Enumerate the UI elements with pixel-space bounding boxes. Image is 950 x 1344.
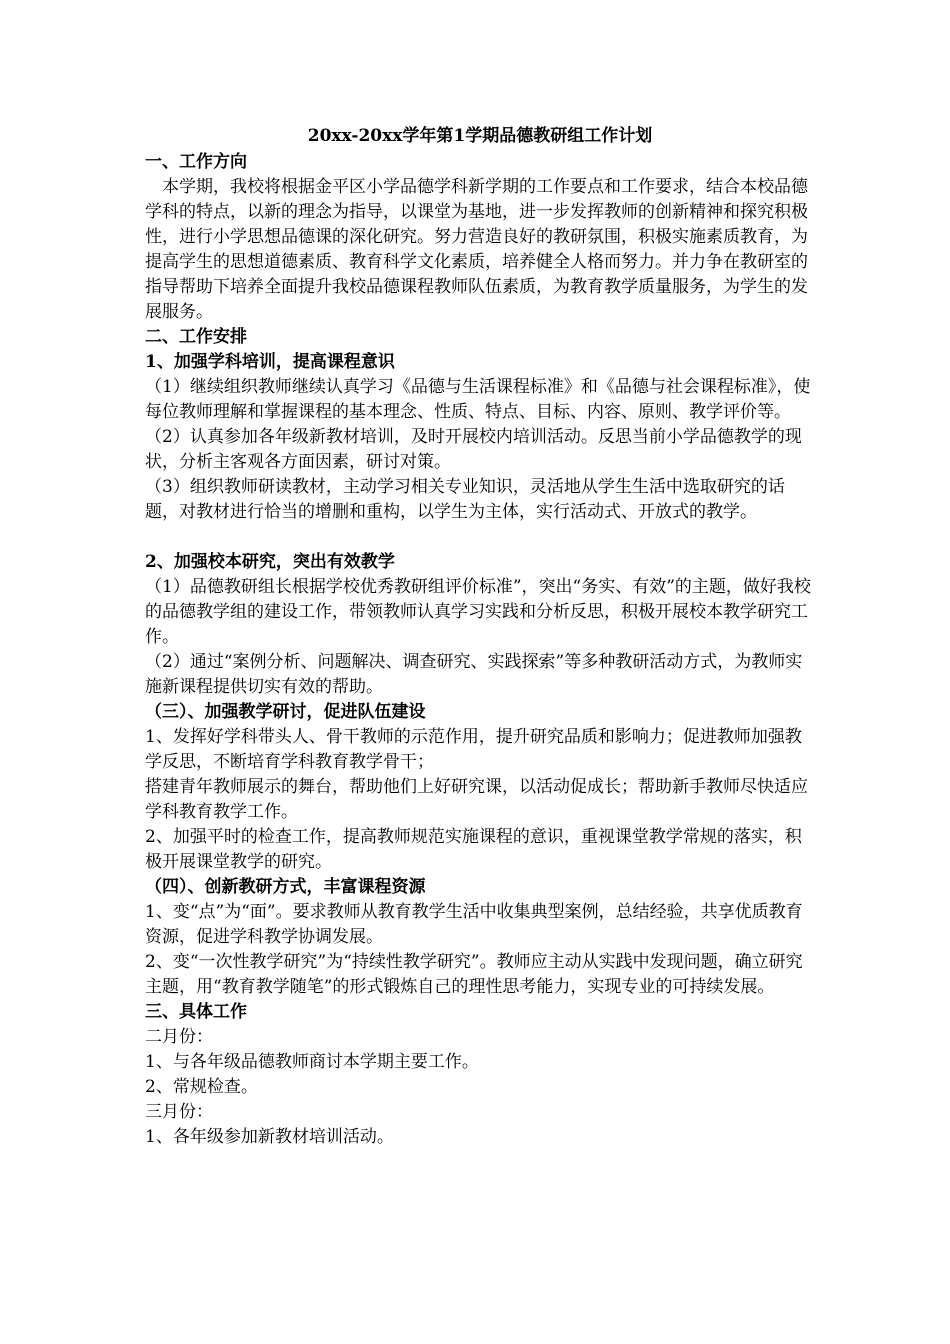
document-body bbox=[145, 122, 815, 1150]
section-heading: （四）、创新教研方式，丰富课程资源 bbox=[145, 877, 426, 897]
body-paragraph: 1、发挥好学科带头人、骨干教师的示范作用，提升研究品质和影响力；促进教师加强教学反思，不断培育学科教育教学骨干； bbox=[145, 727, 802, 772]
body-paragraph: 搭建青年教师展示的舞台，帮助他们上好研究课，以活动促成长；帮助新手教师尽快适应学科教育教学工作。 bbox=[145, 777, 808, 822]
document-blocks bbox=[145, 150, 815, 1150]
body-paragraph: （2）认真参加各年级新教材培训，及时开展校内培训活动。反思当前小学品德教学的现状，分析主客观各方面因素，研讨对策。 bbox=[145, 427, 802, 472]
body-paragraph: （3）组织教师研读教材，主动学习相关专业知识，灵活地从学生生活中选取研究的话题，对教材进行恰当的增删和重构，以学生为主体，实行活动式、开放式的教学。 bbox=[145, 477, 785, 522]
section-heading: 一、工作方向 bbox=[145, 152, 247, 172]
body-paragraph: （2）通过“案例分析、问题解决、调查研究、实践探索”等多种教研活动方式，为教师实施新课程提供切实有效的帮助。 bbox=[145, 652, 803, 697]
section-heading: 三、具体工作 bbox=[145, 1002, 247, 1022]
body-paragraph: 三月份： bbox=[145, 1102, 213, 1122]
section-heading: 1、加强学科培训，提高课程意识 bbox=[145, 352, 395, 372]
section-heading: 二、工作安排 bbox=[145, 327, 247, 347]
section-heading: 2、加强校本研究，突出有效教学 bbox=[145, 552, 395, 572]
section-heading: （三）、加强教学研讨，促进队伍建设 bbox=[145, 702, 426, 722]
document-title: 20xx-20xx学年第1学期品德教研组工作计划 bbox=[307, 126, 653, 146]
body-paragraph: 本学期，我校将根据金平区小学品德学科新学期的工作要点和工作要求，结合本校品德学科的特点，以新的理念为指导，以课堂为基地，进一步发挥教师的创新精神和探究积极性，进行小学思想品德课的深化研究。努力营造良好的教研氛围，积极实施素质教育，为提高学生的思想道德素质、教育科学文化素质，培养健全人格而努力。并力争在教研室的指导帮助下培养全面提升我校品德课程教师队伍素质，为教育教学质量服务，为学生的发展服务。 bbox=[145, 177, 808, 322]
body-paragraph: （1）品德教研组长根据学校优秀教研组评价标准”，突出“务实、有效”的主题，做好我校的品德教学组的建设工作，带领教师认真学习实践和分析反思，积极开展校本教学研究工作。 bbox=[145, 577, 811, 647]
body-paragraph: 2、常规检查。 bbox=[145, 1077, 258, 1097]
body-paragraph: （1）继续组织教师继续认真学习《品德与生活课程标准》和《品德与社会课程标准》，使每位教师理解和掌握课程的基本理念、性质、特点、目标、内容、原则、教学评价等。 bbox=[145, 377, 811, 422]
body-paragraph: 1、与各年级品德教师商讨本学期主要工作。 bbox=[145, 1052, 479, 1072]
blank-line bbox=[145, 525, 815, 550]
body-paragraph: 1、各年级参加新教材培训活动。 bbox=[145, 1127, 394, 1147]
body-paragraph: 二月份： bbox=[145, 1027, 213, 1047]
body-paragraph: 2、变“一次性教学研究”为“持续性教学研究”。教师应主动从实践中发现问题，确立研究主题，用“教育教学随笔”的形式锻炼自己的理性思考能力，实现专业的可持续发展。 bbox=[145, 952, 803, 997]
body-paragraph: 1、变“点”为“面”。要求教师从教育教学生活中收集典型案例，总结经验，共享优质教育资源，促进学科教学协调发展。 bbox=[145, 902, 803, 947]
body-paragraph: 2、加强平时的检查工作，提高教师规范实施课程的意识，重视课堂教学常规的落实，积极开展课堂教学的研究。 bbox=[145, 827, 802, 872]
